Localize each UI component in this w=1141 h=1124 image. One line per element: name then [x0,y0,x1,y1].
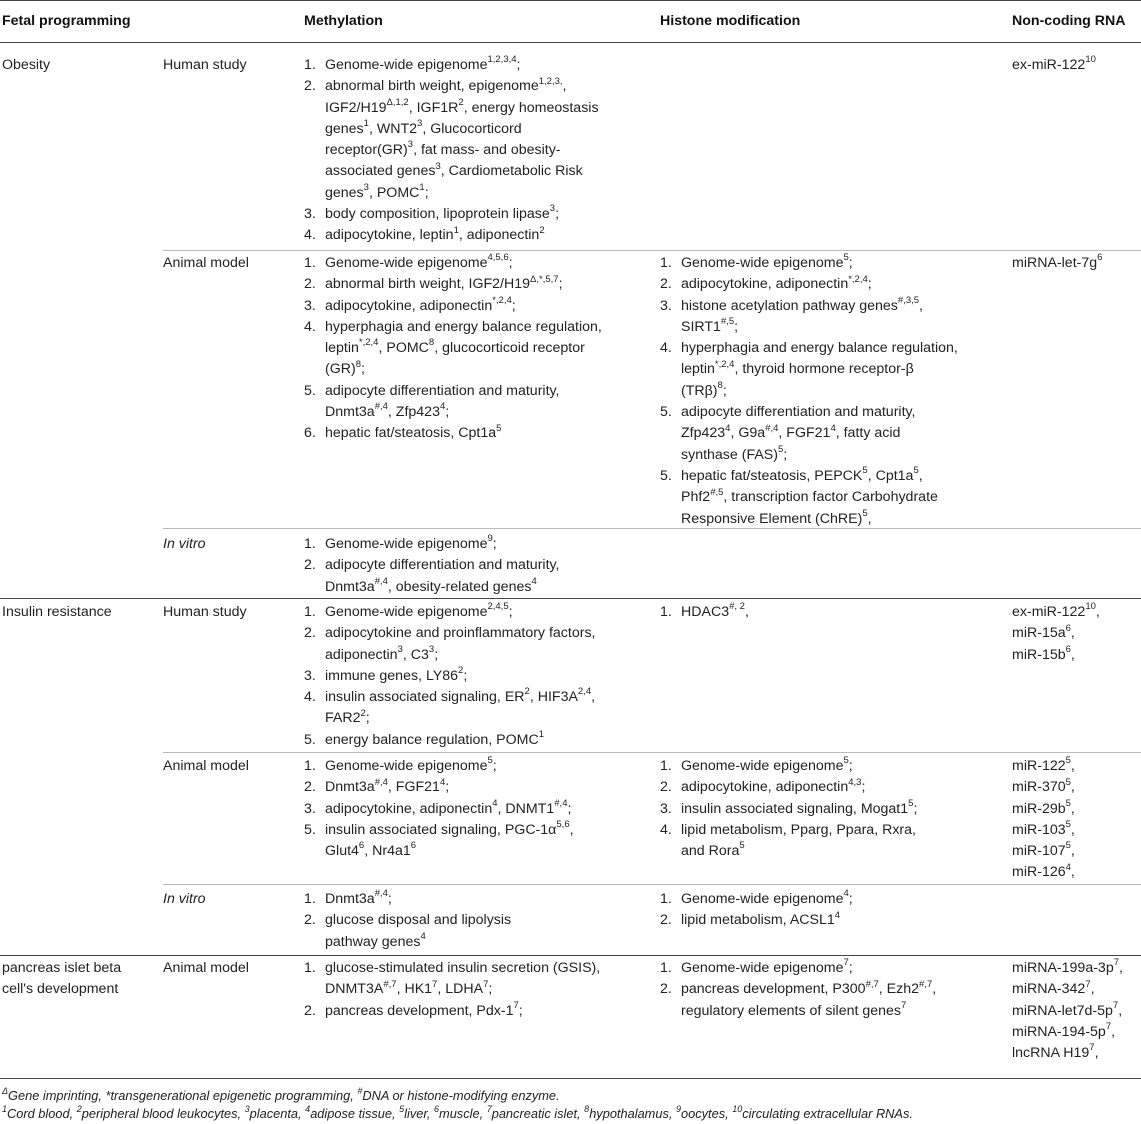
list-item-text: adipocytokine, adiponectin$^{4,3}$; [681,776,866,796]
list-item [304,253,602,274]
list-item-number: 2. [304,557,316,574]
list-item [1012,958,1123,979]
list-item-text: lipid metabolism, Pparg, Ppara, Rxra, and Rora$^5$ [681,821,916,860]
list-item [1012,602,1100,623]
histone-cell [660,889,853,932]
list-item-number: 3. [304,800,316,817]
list-item-text: adipocytokine, adiponectin$^{*,2,4}$; [681,273,872,293]
list-item-text: Genome-wide epigenome$^9$; [325,533,497,552]
list-item-number: 5. [304,382,316,399]
list-item-text: lipid metabolism, $ACSL1^4$ [681,909,841,929]
list-item-text: pancreas development, Pdx-$1^7$; [325,999,523,1019]
histone-cell [660,958,936,1022]
list-item [304,756,574,777]
list-item-text: Genome-wide epigenome$^4$; [681,888,853,907]
header-methylation: Methylation [304,13,383,29]
list-item-text: lncRNA $H19^7$, [1012,1042,1099,1062]
list-item-text: Genome-wide epigenome$^5$; [681,252,853,271]
list-item-text: Genome-wide epigenome$^{1,2,3,4}$; [325,54,521,73]
list-item-text: abnormal birth weight, epigenome$^{1,2,3,}$, $IGF2/H19^{\Delta,1,2}$, $IGF1R^2$, energy homeostasis genes$^1$, $WNT2^3$, Glucocorticord receptor(GR)$^3$, fat mass- and obesity- associated genes$^3$, Cardiometabolic Risk genes$^3$, POMC$^1$; [325,75,599,201]
item-list [1012,55,1096,76]
list-item [1012,862,1075,883]
list-item [304,225,599,246]
list-item-text: Genome-wide epigenome$^7$; [681,957,853,976]
list-item [660,820,917,863]
list-item-text: glucose disposal and lipolysis pathway genes$^4$ [325,912,512,950]
header-non-coding-rna: Non-coding RNA [1012,13,1126,29]
list-item [660,958,936,979]
list-item [1012,820,1075,841]
list-item-text: $ex-miR-122^{10}$ [1012,54,1096,73]
list-item-number: 5. [660,467,672,484]
item-list [304,889,511,953]
list-item [660,253,958,274]
list-item [660,274,958,295]
list-item [304,910,511,953]
methylation-cell [304,756,574,862]
row-rule-insulin-animal [163,752,1141,753]
list-item-number: 3. [660,297,672,314]
list-item-text: Genome-wide epigenome$^{2,4,5}$; [325,601,513,620]
methylation-cell [304,889,511,953]
item-list [304,602,595,751]
methylation-cell [304,253,602,445]
list-item-number: 2. [660,276,672,293]
condition-cell: Insulin resistance [2,604,112,620]
list-item [660,296,958,339]
item-list [1012,756,1075,884]
list-item [304,687,595,730]
list-item-text: insulin associated signaling, PGC-$1\alpha^{5,6}$, $Glut4^6$, $Nr4a1^6$ [325,819,574,860]
header-fetal-programming: Fetal programming [2,13,131,29]
list-item-number: 4. [304,227,316,244]
list-item-text: Genome-wide epigenome$^5$; [325,755,497,774]
list-item [304,423,602,444]
list-item-number: 4. [304,318,316,335]
list-item-text: hepatic fat/steatosis, PEPCK$^5$, $Cpt1a^5$, $Phf2^{\#,5}$, transcription factor Carbohydrate Responsive Element (ChRE)$^5$, [681,465,938,527]
list-item [304,76,599,204]
model-cell: Animal model [163,758,249,774]
item-list [660,958,936,1022]
list-item [304,317,602,381]
list-item-text: adipocytokine, adiponectin$^{*,2,4}$; [325,294,516,314]
footnote-tissues: $^1$Cord blood, $^2$peripheral blood leukocytes, $^3$placenta, $^4$adipose tissue, $^5$liver, $^6$muscle, $^7$pancreatic islet, $^8$hypothalamus, $^9$oocytes, $^{10}$circulating extracellular RNAs. [2,1103,913,1121]
list-item [304,555,560,598]
list-item-text: insulin associated signaling, $ER^2$, $HIF3A^{2,4}$, $FAR2^2$; [325,686,596,727]
list-item [1012,777,1075,798]
list-item-number: 2. [304,912,316,929]
list-item-number: 1. [304,57,316,73]
list-item-text: histone acetylation pathway genes$^{\#,3,5}$, $SIRT1^{\#,5}$; [681,294,923,335]
list-item-number: 1. [660,960,672,976]
list-item-text: adipocyte differentiation and maturity, $Dnmt3a^{\#,4}$, $Zfp423^4$; [325,382,560,421]
histone-cell [660,253,958,530]
list-item-number: 1. [660,604,672,620]
list-item [304,55,599,76]
list-item-number: 2. [660,981,672,998]
list-item [304,820,574,863]
list-item [1012,253,1102,274]
list-item-text: hyperphagia and energy balance regulation, leptin$^{*,2,4}$, POMC$^8$, glucocorticoid receptor (GR)$^8$; [325,318,602,378]
ncrna-cell [1012,958,1123,1064]
list-item-number: 1. [304,960,316,976]
list-item [304,534,560,555]
list-item-number: 2. [304,78,316,95]
list-item-number: 5. [304,731,316,748]
list-item-number: 2. [660,912,672,929]
list-item-number: 5. [660,404,672,421]
item-list [304,253,602,445]
list-item [1012,55,1096,76]
methylation-cell [304,602,595,751]
ncrna-cell [1012,253,1102,274]
top-rule [0,0,1141,1]
list-item [1012,799,1075,820]
row-rule-obesity-invitro [163,528,1141,529]
list-item-number: 1. [304,758,316,774]
list-item-number: 3. [304,297,316,314]
list-item [660,910,853,931]
list-item [1012,1022,1123,1043]
list-item-text: $Dnmt3a^{\#,4}$, $FGF21^4$; [325,776,450,796]
list-item-text: adipocytokine, adiponectin$^4$, $DNMT1^{\#,4}$; [325,797,572,817]
model-cell: Animal model [163,960,249,976]
list-item-text: adipocytokine and proinflammatory factors, adiponectin$^3$, $C3^3$; [325,625,596,663]
item-list [304,534,560,598]
list-item-text: adipocyte differentiation and maturity, $Dnmt3a^{\#,4}$, obesity-related genes$^4$ [325,557,560,595]
item-list [1012,958,1123,1064]
list-item-text: miR-$29b^5$, [1012,797,1075,817]
list-item-number: 1. [660,758,672,774]
row-rule-insulin-invitro [163,884,1141,885]
list-item-number: 3. [304,206,316,223]
list-item-text: hepatic fat/steatosis, $Cpt1a^5$ [325,422,502,442]
histone-cell [660,756,917,862]
methylation-cell [304,958,600,1022]
list-item-text: miR-$122^5$, [1012,755,1075,774]
list-item-text: miR-$103^5$, [1012,819,1075,838]
methylation-cell [304,534,560,598]
item-list [304,756,574,862]
list-item-number: 2. [304,625,316,642]
list-item [660,338,958,402]
list-item-text: miR-$15a^6$, [1012,622,1075,642]
row-rule-pancreas [0,955,1141,956]
footnote-symbols: $^\Delta$Gene imprinting, *transgenerational epigenetic programming, #DNA or histone-modifying enzyme. [2,1085,560,1103]
list-item-text: miRNA-$342^7$, [1012,978,1095,998]
item-list [660,253,958,530]
list-item-text: insulin associated signaling, $Mogat1^5$; [681,797,918,817]
list-item-text: glucose-stimulated insulin secretion (GSIS), $DNMT3A^{\#,7}$, $HK1^7$, LDHA$^7$; [325,960,601,998]
histone-cell [660,602,749,623]
list-item [660,777,917,798]
methylation-cell [304,55,599,247]
list-item-text: Genome-wide epigenome$^{4,5,6}$; [325,252,513,271]
list-item [660,979,936,1022]
list-item [304,1001,600,1022]
header-histone-modification: Histone modification [660,13,801,29]
model-cell: Animal model [163,255,249,271]
list-item-number: 2. [304,779,316,796]
item-list [304,958,600,1022]
condition-cell: Obesity [2,57,51,73]
list-item [304,623,595,666]
ncrna-cell [1012,602,1100,666]
bottom-rule [0,1078,1141,1079]
list-item [660,799,917,820]
list-item [304,777,574,798]
list-item [304,958,600,1001]
list-item-text: adipocytokine, leptin$^1$, adiponectin$^2$ [325,224,545,244]
list-item [304,730,595,751]
list-item [1012,979,1123,1000]
list-item-number: 6. [304,425,316,442]
list-item-text: immune genes, $LY86^2$; [325,665,468,684]
list-item-text: energy balance regulation, POMC$^1$ [325,729,545,748]
item-list [1012,253,1102,274]
list-item [304,666,595,687]
model-cell: In vitro [163,536,206,552]
list-item [1012,1001,1123,1022]
item-list [660,602,749,623]
list-item-text: adipocyte differentiation and maturity, $Zfp423^4$, $G9a^{\#,4}$, $FGF21^4$, fatty acid synthase (FAS)$^5$; [681,404,916,463]
list-item-number: 4. [660,821,672,838]
list-item [1012,1043,1123,1064]
list-item-number: 1. [304,536,316,552]
model-cell: In vitro [163,891,206,907]
condition-cell: pancreas islet beta cell's development [2,960,122,997]
list-item-text: $HDAC3^{\#, 2}$, [681,601,749,620]
list-item-number: 4. [660,340,672,357]
list-item-text: miR-$370^5$, [1012,776,1075,796]
model-cell: Human study [163,604,247,620]
list-item-number: 3. [660,800,672,817]
list-item [1012,645,1100,666]
item-list [1012,602,1100,666]
list-item-number: 2. [304,1002,316,1019]
list-item-text: miRNA-$let7d-5p^7$, [1012,999,1123,1019]
row-rule-insulin [0,598,1141,599]
list-item-text: pancreas development, $P300^{\#,7}$, $Ezh2^{\#,7}$, regulatory elements of silent genes$^7$ [681,978,937,1019]
list-item-text: miR-$107^5$, [1012,840,1075,860]
item-list [660,756,917,862]
list-item [660,889,853,910]
item-list [660,889,853,932]
item-list [304,55,599,247]
list-item-text: miR-$15b^6$, [1012,643,1075,663]
list-item [304,889,511,910]
list-item [1012,841,1075,862]
list-item [660,402,958,466]
list-item [1012,623,1100,644]
list-item [304,381,602,424]
list-item-number: 2. [304,276,316,293]
list-item-number: 1. [304,255,316,271]
list-item [304,602,595,623]
list-item-number: 1. [660,255,672,271]
list-item-number: 3. [304,667,316,684]
list-item-text: $ex-miR-122^{10}$, [1012,601,1100,620]
list-item [660,602,749,623]
row-rule-obesity-animal [163,250,1141,251]
list-item-text: hyperphagia and energy balance regulation, leptin$^{*,2,4}$, thyroid hormone receptor-β $(TR\beta)^8$; [681,340,958,399]
list-item [1012,756,1075,777]
list-item [304,274,602,295]
list-item [304,204,599,225]
list-item-text: $Dnmt3a^{\#,4}$; [325,888,392,907]
list-item [304,296,602,317]
list-item [304,799,574,820]
ncrna-cell [1012,756,1075,884]
list-item-text: Genome-wide epigenome$^5$; [681,755,853,774]
header-rule [0,42,1141,43]
list-item-number: 2. [660,779,672,796]
ncrna-cell [1012,55,1096,76]
list-item-number: 1. [660,891,672,907]
list-item-text: miRNA-$let-7g^6$ [1012,252,1103,271]
list-item-number: 1. [304,891,316,907]
model-cell: Human study [163,57,247,73]
list-item-text: miRNA-$194-5p^7$, [1012,1021,1116,1040]
list-item-number: 5. [304,821,316,838]
list-item-text: miRNA-$199a-3p^7$, [1012,957,1123,976]
list-item-text: body composition, lipoprotein lipase$^3$; [325,203,560,223]
list-item-text: abnormal birth weight, $IGF2/H19^{\Delta,*,5,7}$; [325,273,563,293]
list-item-number: 4. [304,689,316,706]
list-item-text: miR-$126^4$, [1012,861,1075,881]
list-item [660,756,917,777]
list-item-number: 1. [304,604,316,620]
list-item [660,466,958,530]
